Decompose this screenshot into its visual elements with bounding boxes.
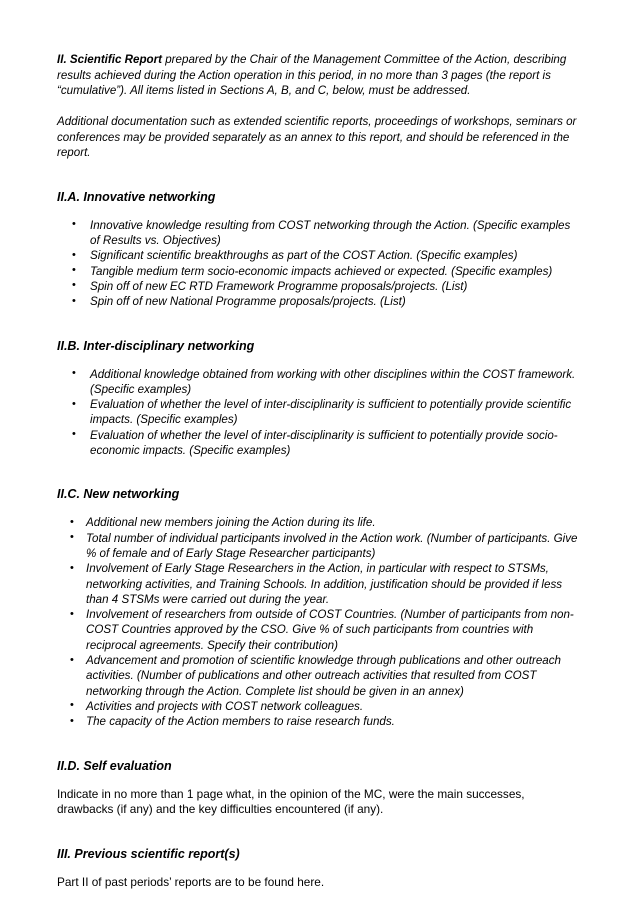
intro-paragraph-1 bbox=[57, 52, 578, 99]
section-heading-ii-a: II.A. Innovative networking bbox=[57, 189, 216, 204]
list-item: • Evaluation of whether the level of inter-disciplinarity is sufficient to potentially provide scientific impacts. (Specific examples) bbox=[57, 397, 578, 428]
heading-spacer bbox=[57, 205, 578, 218]
bullet-list-ii-a bbox=[57, 218, 578, 310]
section-heading-ii-b: II.B. Inter-disciplinary networking bbox=[57, 338, 255, 353]
paragraph-spacer bbox=[57, 99, 578, 115]
section-ii-d-body: Indicate in no more than 1 page what, in the opinion of the MC, were the main successes, drawbacks (if any) and the key difficulties encountered (if any). bbox=[57, 786, 525, 817]
list-item: • Spin off of new National Programme proposals/projects. (List) bbox=[57, 294, 578, 309]
intro-paragraph-2: Additional documentation such as extended scientific reports, proceedings of workshops, seminars or conferences may be provided separately as an annex to this report, and should be referenced in the report. bbox=[57, 115, 577, 160]
list-item: • Additional knowledge obtained from working with other disciplines within the COST framework. (Specific examples) bbox=[57, 367, 578, 398]
heading-spacer bbox=[57, 774, 578, 787]
list-item: • Activities and projects with COST network colleagues. bbox=[57, 699, 578, 714]
scientific-report-label: II. Scientific Report bbox=[57, 53, 163, 66]
list-item: • The capacity of the Action members to raise research funds. bbox=[57, 714, 578, 729]
section-spacer bbox=[57, 310, 578, 338]
list-item: • Additional new members joining the Action during its life. bbox=[57, 515, 578, 530]
list-item: • Spin off of new EC RTD Framework Programme proposals/projects. (List) bbox=[57, 279, 578, 294]
section-spacer bbox=[57, 458, 578, 486]
list-item: • Significant scientific breakthroughs as part of the COST Action. (Specific examples) bbox=[57, 248, 578, 263]
list-item: • Involvement of Early Stage Researchers in the Action, in particular with respect to STSMs, networking activities, and Training Schools. In addition, justification should be provided if less than 4 STSMs were carried out during the year. bbox=[57, 561, 578, 607]
heading-spacer bbox=[57, 862, 578, 875]
section-spacer bbox=[57, 161, 578, 189]
intro-paragraph-1-text: prepared by the Chair of the Management Committee of the Action, describing results achieved during the Action operation in this period, in no more than 3 pages (the report is “cumulative”). All items listed in Sections A, B, and C, below, must be addressed. bbox=[57, 53, 567, 98]
list-item: • Tangible medium term socio-economic impacts achieved or expected. (Specific examples) bbox=[57, 264, 578, 279]
section-heading-ii-c: II.C. New networking bbox=[57, 487, 180, 502]
list-item: • Involvement of researchers from outside of COST Countries. (Number of participants from non-COST Countries approved by the CSO. Give % of such participants from countries with reciprocal agreements. Specify their contribution) bbox=[57, 607, 578, 653]
section-spacer bbox=[57, 730, 578, 758]
list-item: • Total number of individual participants involved in the Action work. (Number of participants. Give % of female and of Early Stage Researcher participants) bbox=[57, 531, 578, 562]
bullet-list-ii-b bbox=[57, 367, 578, 459]
list-item: • Evaluation of whether the level of inter-disciplinarity is sufficient to potentially provide socio-economic impacts. (Specific examples) bbox=[57, 428, 578, 459]
heading-spacer bbox=[57, 354, 578, 367]
heading-spacer bbox=[57, 502, 578, 515]
bullet-list-ii-c bbox=[57, 515, 578, 729]
list-item: • Innovative knowledge resulting from COST networking through the Action. (Specific examples of Results vs. Objectives) bbox=[57, 218, 578, 249]
section-iii-body: Part II of past periods’ reports are to be found here. bbox=[57, 874, 325, 889]
document-body bbox=[57, 52, 578, 890]
section-spacer bbox=[57, 818, 578, 846]
section-heading-ii-d: II.D. Self evaluation bbox=[57, 758, 172, 773]
list-item: • Advancement and promotion of scientific knowledge through publications and other outreach activities. (Number of publications and other outreach activities that resulted from COST networking through the Action. Complete list should be given in an annex) bbox=[57, 653, 578, 699]
section-heading-iii: III. Previous scientific report(s) bbox=[57, 846, 240, 861]
